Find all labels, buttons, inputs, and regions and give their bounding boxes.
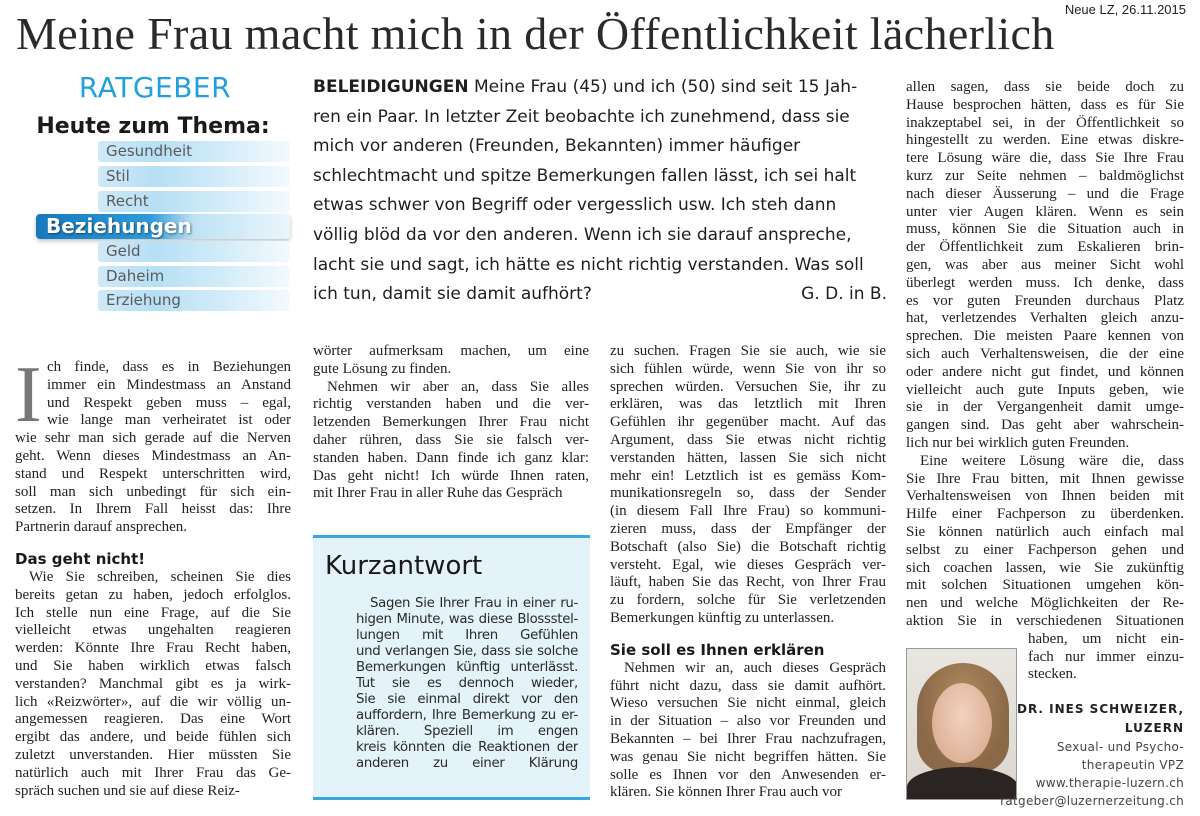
text-line: standen haben. Dann finde ich ganz klar:: [313, 449, 589, 466]
text-line: wörter aufmerksam machen, um eine: [313, 343, 589, 359]
answer-column-2: [313, 343, 589, 503]
text-line: Sie können natürlich auch einfach mal: [906, 523, 1184, 540]
text-line: Das geht nicht! Ich würde Ihnen raten,: [313, 467, 589, 484]
text-line: wie lange man verheiratet ist oder: [47, 412, 291, 429]
text-line: mit solchen Situationen umgehen kön-: [906, 577, 1184, 594]
section-subheading: Das geht nicht!: [15, 549, 146, 568]
author-city: LUZERN: [1124, 721, 1184, 735]
question-line: etwas schwer von Begriff oder vergesslich usw. Ich steh dann: [313, 195, 837, 216]
text-line: lich nur bei wirklich guten Freunden.: [906, 434, 1130, 451]
text-line: sich auch Verhaltensweisen, die der eine: [906, 345, 1184, 362]
short-answer-line: Sie sie einmal direkt vor den: [356, 692, 578, 707]
text-line: Eine weitere Lösung wäre die, dass: [920, 452, 1184, 469]
author-info: [1000, 700, 1184, 810]
text-line: allen sagen, dass sie beide doch zu: [906, 79, 1184, 95]
question-line: [313, 73, 893, 103]
text-line: ch finde, dass es in Beziehungen: [47, 359, 291, 375]
article-headline: Meine Frau macht mich in der Öffentlichkeit lächerlich: [16, 8, 1055, 59]
short-answer-line: kreis könnten die Reaktionen der: [356, 740, 578, 755]
text-line: haben, um nicht ein-: [1028, 630, 1184, 647]
text-line: sich fühlen würde, wenn Sie von ihr so: [610, 360, 886, 377]
topic-beziehungen-active: Beziehungen: [36, 214, 290, 239]
text-line: angemessen reagieren. Das eine Wort: [15, 711, 291, 728]
author-title: Sexual- und Psycho-: [1056, 740, 1184, 754]
text-line: oder andere nicht gut findet, und können: [906, 363, 1184, 380]
topic-geld: Geld: [98, 241, 290, 262]
question-line: ich tun, damit sie damit aufhört?: [313, 284, 592, 305]
text-line: zu fordern, solche für Sie verletzenden: [610, 592, 886, 609]
text-line: natürlich auch mit Ihrer Frau das Ge-: [15, 764, 291, 781]
text-line: stecken.: [1028, 666, 1077, 683]
text-line: versteht. Egal, wie dieses Gespräch ver-: [610, 556, 886, 573]
paragraph: [906, 79, 1184, 453]
text-line: Hilfe einer Fachperson zu überdenken.: [906, 506, 1184, 523]
paragraph: [610, 343, 886, 628]
source-date: Neue LZ, 26.11.2015: [1064, 2, 1186, 17]
text-line: mit Ihrer Frau in aller Ruhe das Gespräch: [313, 485, 563, 502]
text-line: läuft, haben Sie das Recht, von Ihrer Frau: [610, 574, 886, 591]
text-line: sich coachen lassen, wie Sie zukünftig: [906, 559, 1184, 576]
text-line: Botschaft (also Sie) die Botschaft richtig: [610, 538, 886, 555]
text-line: Ich stelle nun eine Frage, auf die Sie: [15, 604, 291, 621]
section-subheading: Sie soll es Ihnen erklären: [610, 640, 825, 659]
text-line: verstanden hätten, lassen Sie sich nicht: [610, 449, 886, 466]
text-line: aktion Sie in verschiedenen Situationen: [906, 612, 1184, 629]
topic-heading: Heute zum Thema:: [36, 114, 270, 139]
text-line: Wie Sie schreiben, scheinen Sie dies: [29, 568, 291, 585]
paragraph: [15, 569, 291, 800]
text-line: Gefühlen ihr gegenüber macht. Auf das: [610, 414, 886, 431]
answer-column-4: [906, 79, 1184, 684]
paragraph: [610, 660, 886, 802]
drop-cap: I: [15, 351, 42, 439]
text-line: ergibt das andere, und beide fühlen sich: [15, 729, 291, 746]
question-text: Meine Frau (45) und ich (50) sind seit 15 Jah-: [468, 77, 858, 97]
text-line: vielleicht auch gute Inputs geben, wie: [906, 381, 1184, 398]
text-line: unter vier Augen klären. Wenn es sein: [906, 203, 1184, 220]
answer-column-3: [610, 343, 886, 802]
text-line: setzen. In Ihrem Fall heisst das: Ihre: [15, 501, 291, 518]
question-signature: G. D. in B.: [801, 284, 887, 305]
text-line: zieren muss, dass der Empfänger der: [610, 520, 886, 537]
section-label: RATGEBER: [78, 71, 232, 104]
paragraph: [15, 351, 291, 537]
text-line: in der Situation – also vor Freunden und: [610, 713, 886, 730]
text-line: werden: Könnte Ihre Frau Recht haben,: [15, 640, 291, 657]
text-line: richtig verstanden haben und die ver-: [313, 396, 589, 413]
text-line: muss, können Sie die Situation auch in: [906, 221, 1184, 238]
text-line: Argument, dass Sie etwas nicht richtig: [610, 431, 886, 448]
question-line: völlig blöd da vor den anderen. Wenn ich sie darauf anspreche,: [313, 224, 852, 245]
text-line: Nehmen wir aber an, dass Sie alles: [327, 378, 589, 395]
answer-column-1: [15, 351, 291, 800]
short-answer-line: anderen zu einer Klärung: [356, 756, 578, 771]
topic-gesundheit: Gesundheit: [98, 141, 290, 162]
text-line: und Respekt geben muss – egal,: [47, 394, 291, 411]
text-line: soll man sich unbedingt für sich ein-: [15, 483, 291, 500]
text-line: es vor guten Freunden durchaus Platz: [906, 292, 1184, 309]
question-line: ren ein Paar. In letzter Zeit beobachte ich zunehmend, dass sie: [313, 106, 850, 127]
text-line: hat, verletzendes Verhalten gleich anzu-: [906, 310, 1184, 327]
text-line: erklären, was das letztlich mit Ihren: [610, 396, 886, 413]
text-line: Wieso versuchen Sie nicht einmal, gleich: [610, 695, 886, 712]
question-line: schlechtmacht und spitze Bemerkungen fallen lässt, ich sei halt: [313, 165, 857, 186]
text-line: was genau Sie nicht begriffen hätten. Sie: [610, 748, 886, 765]
author-email[interactable]: ratgeber@luzernerzeitung.ch: [1000, 794, 1184, 808]
text-line: zu suchen. Fragen Sie sie auch, wie sie: [610, 343, 886, 359]
text-line: solle es Ihnen vor den Anwesenden er-: [610, 766, 886, 783]
text-line: inakzeptabel sei, in der Öffentlichkeit so: [906, 114, 1184, 131]
text-line: wie sehr man sich gerade auf die Nerven: [15, 430, 291, 447]
paragraph: [313, 343, 589, 379]
text-line: selbst zu einer Fachperson gehen und: [906, 541, 1184, 558]
text-line: Partnerin darauf ansprechen.: [15, 519, 188, 536]
text-line: der Öffentlichkeit zum Eskalieren brin-: [906, 239, 1184, 256]
text-line: immer ein Mindestmass an Anstand: [47, 376, 291, 393]
text-line: nen und welche Möglichkeiten der Re-: [906, 595, 1184, 612]
text-line: Bekannten – bei Ihrer Frau nachzufragen,: [610, 730, 886, 747]
text-line: vielleicht etwas ungehalten reagieren: [15, 622, 291, 639]
text-line: fach nur immer einzu-: [1028, 648, 1184, 665]
text-line: Verhaltensweisen von Ihnen beiden mit: [906, 488, 1184, 505]
text-line: bereits getan zu haben, jedoch erfolglos.: [15, 586, 291, 603]
text-line: sie in der Vergangenheit damit umge-: [906, 399, 1184, 416]
text-line: Sie Ihre Frau bitten, mit Ihnen gewisse: [906, 470, 1184, 487]
paragraph: [313, 379, 589, 504]
topic-erziehung: Erziehung: [98, 290, 290, 311]
text-line: Hause besprochen hätten, dass es für Sie: [906, 96, 1184, 113]
text-line: sprechen würden. Versuchen Sie, ihr zu: [610, 378, 886, 395]
short-answer-line: Tut sie es dennoch wieder,: [356, 676, 578, 691]
short-answer-line: auffordern, Ihre Bemerkung zu er-: [356, 708, 578, 723]
text-line: kurz zur Seite nehmen – baldmöglichst: [906, 167, 1184, 184]
short-answer-title: Kurzantwort: [325, 551, 483, 581]
short-answer-box: [313, 535, 590, 800]
short-answer-line: higen Minute, was diese Blossstel-: [356, 612, 578, 627]
text-line: zuletzt unverstanden. Hier müssten Sie: [15, 746, 291, 763]
question-keyword: BELEIDIGUNGEN: [313, 77, 469, 97]
text-line: mehr ein! Letztlich ist es gemäss Kom-: [610, 467, 886, 484]
text-line: (in diesem Fall Ihre Frau) so kommuni-: [610, 503, 886, 520]
text-line: Bemerkungen künftig zu unterlassen.: [610, 609, 835, 626]
text-line: spräch suchen und sie auf diese Reiz-: [15, 782, 240, 799]
short-answer-line: lungen mit Ihren Gefühlen: [356, 628, 578, 643]
text-line: gangen sind. Das geht aber wahrschein-: [906, 417, 1184, 434]
text-line: gen, was aber aus meiner Sicht wohl: [906, 256, 1184, 273]
text-line: hingestellt zu werden. Eine etwas diskre-: [906, 132, 1184, 149]
topic-stil: Stil: [98, 166, 290, 187]
question-line: lacht sie und sagt, ich hätte es nicht richtig verstanden. Was soll: [313, 254, 864, 275]
short-answer-line: Sagen Sie Ihrer Frau in einer ru-: [370, 596, 578, 611]
text-line: nach dieser Äusserung – und die Frage: [906, 185, 1184, 202]
short-answer-text: [356, 596, 578, 772]
text-line: munikationsregeln so, dass der Sender: [610, 485, 886, 502]
text-line: überlegt werden muss. Ich denke, dass: [906, 274, 1184, 291]
text-line: klären. Sie können Ihrer Frau auch vor: [610, 784, 843, 801]
text-line: stand und Respekt unterschritten wird,: [15, 465, 291, 482]
text-line: daher rühren, dass Sie sie falsch ver-: [313, 431, 589, 448]
text-line: lich «Reizwörter», auf die wir völlig un-: [15, 693, 291, 710]
topic-daheim: Daheim: [98, 266, 290, 287]
author-title: therapeutin VPZ: [1081, 758, 1184, 772]
text-line: sprechen. Die meisten Paare kennen von: [906, 328, 1184, 345]
text-line: tere Lösung wäre die, dass Sie Ihre Frau: [906, 150, 1184, 167]
short-answer-line: klären. Speziell im engen: [356, 724, 578, 739]
author-name: DR. INES SCHWEIZER,: [1017, 702, 1184, 716]
author-website[interactable]: www.therapie-luzern.ch: [1035, 776, 1184, 790]
text-line: geht. Wenn dieses Mindestmass an An-: [15, 447, 291, 464]
reader-question: [313, 73, 893, 310]
text-line: verstanden? Manchmal gibt es ja wirk-: [15, 675, 291, 692]
text-line: Nehmen wir an, auch dieses Gespräch: [624, 659, 886, 676]
text-line: und Sie haben wirklich etwas falsch: [15, 657, 291, 674]
topic-recht: Recht: [98, 191, 290, 212]
short-answer-line: Bemerkungen künftig unterlässt.: [356, 660, 578, 675]
text-line: letzenden Bemerkungen Ihrer Frau nicht: [313, 414, 589, 431]
short-answer-line: und verlangen Sie, dass sie solche: [356, 644, 578, 659]
question-line: mich vor anderen (Freunden, Bekannten) immer häufiger: [313, 136, 801, 157]
text-line: führt nicht dazu, dass sie damit aufhört.: [610, 677, 886, 694]
text-line: gute Lösung zu finden.: [313, 360, 452, 377]
